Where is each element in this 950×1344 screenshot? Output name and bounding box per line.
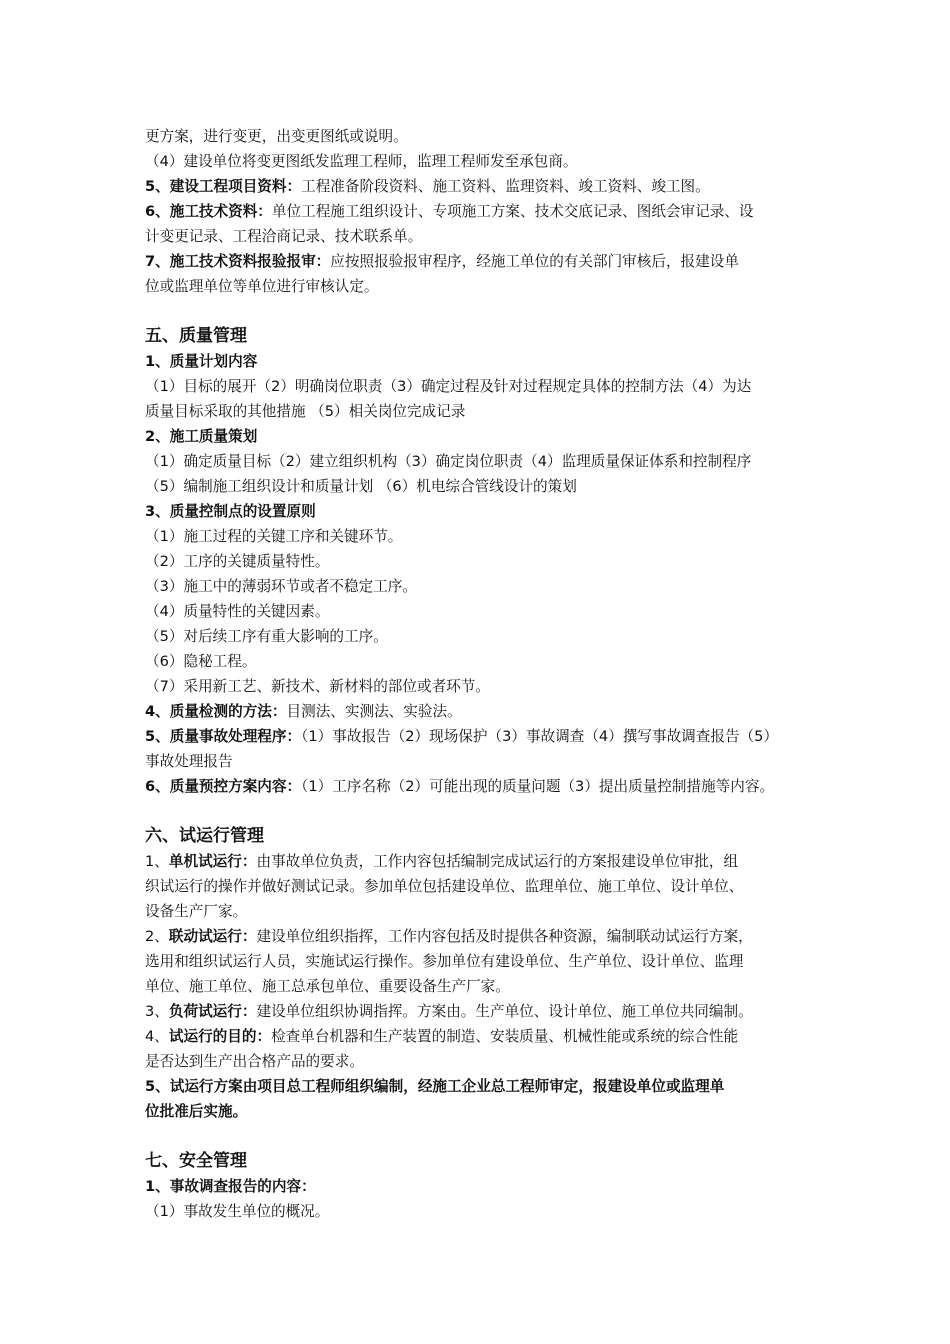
item-text: 由事故单位负责，工作内容包括编制完成试运行的方案报建设单位审批，组 <box>256 853 739 870</box>
item-text: 目测法、实测法、实验法。 <box>286 703 462 720</box>
item-label: 试运行的目的： <box>168 1028 272 1045</box>
item-text: 应按照报验报审程序，经施工单位的有关部门审核后，报建设单 <box>330 253 739 270</box>
document-body <box>145 124 825 1224</box>
item-number: 3、 <box>145 1003 169 1020</box>
item-number: 2、 <box>145 928 169 945</box>
list-item <box>145 849 825 874</box>
list-item <box>145 724 825 749</box>
paragraph-line: 更方案，进行变更，出变更图纸或说明。 <box>145 128 408 145</box>
paragraph-line: 位或监理单位等单位进行审核认定。 <box>145 278 379 295</box>
list-item <box>145 999 825 1024</box>
paragraph-line: （1）确定质量目标（2）建立组织机构（3）确定岗位职责（4）监理质量保证体系和控制程序 <box>145 453 752 470</box>
spacer <box>145 299 825 324</box>
list-item <box>145 774 825 799</box>
paragraph-line: 位批准后实施。 <box>145 1103 248 1120</box>
item-label: 6、质量预控方案内容： <box>145 778 302 795</box>
item-label: 7、施工技术资料报验报审： <box>145 253 331 270</box>
item-text: 检查单台机器和生产装置的制造、安装质量、机械性能或系统的综合性能 <box>271 1028 739 1045</box>
item-label: 4、质量检测的方法： <box>145 703 287 720</box>
subsection-heading: 3、质量控制点的设置原则 <box>145 503 316 520</box>
list-item: （5）对后续工序有重大影响的工序。 <box>145 628 388 645</box>
item-label: 负荷试运行： <box>168 1003 257 1020</box>
list-item <box>145 1024 825 1049</box>
section-heading: 五、质量管理 <box>145 326 247 346</box>
list-item <box>145 699 825 724</box>
item-text: 工程准备阶段资料、施工资料、监理资料、竣工资料、竣工图。 <box>301 178 710 195</box>
item-number: 1、 <box>145 853 169 870</box>
paragraph-line: 单位、施工单位、施工总承包单位、重要设备生产厂家。 <box>145 978 510 995</box>
list-item <box>145 924 825 949</box>
item-text: （1）事故报告（2）现场保护（3）事故调查（4）撰写事故调查报告（5） <box>301 728 779 745</box>
paragraph-line: 5、试运行方案由项目总工程师组织编制，经施工企业总工程师审定，报建设单位或监理单 <box>145 1078 725 1095</box>
list-item: （3）施工中的薄弱环节或者不稳定工序。 <box>145 578 417 595</box>
paragraph-line: 事故处理报告 <box>145 753 233 770</box>
item-label: 6、施工技术资料： <box>145 203 272 220</box>
list-item <box>145 174 825 199</box>
paragraph-line: （1）事故发生单位的概况。 <box>145 1203 330 1220</box>
paragraph-line: 织试运行的操作并做好测试记录。参加单位包括建设单位、监理单位、施工单位、设计单位、 <box>145 878 744 895</box>
item-label: 单机试运行： <box>168 853 257 870</box>
subsection-heading: 2、施工质量策划 <box>145 428 258 445</box>
list-item: （6）隐秘工程。 <box>145 653 257 670</box>
section-heading: 六、试运行管理 <box>145 826 264 846</box>
spacer <box>145 1124 825 1149</box>
spacer <box>145 799 825 824</box>
item-number: 4、 <box>145 1028 169 1045</box>
list-item: （1）施工过程的关键工序和关键环节。 <box>145 528 403 545</box>
item-label: 联动试运行： <box>168 928 257 945</box>
list-item: （7）采用新工艺、新技术、新材料的部位或者环节。 <box>145 678 490 695</box>
list-item: （2）工序的关键质量特性。 <box>145 553 330 570</box>
item-label: 5、建设工程项目资料： <box>145 178 302 195</box>
list-item: （4）质量特性的关键因素。 <box>145 603 330 620</box>
paragraph-line: 选用和组织试运行人员，实施试运行操作。参加单位有建设单位、生产单位、设计单位、监理 <box>145 953 744 970</box>
paragraph-line: （5）编制施工组织设计和质量计划 （6）机电综合管线设计的策划 <box>145 478 577 495</box>
section-heading: 七、安全管理 <box>145 1151 247 1171</box>
paragraph-line: （1）目标的展开（2）明确岗位职责（3）确定过程及针对过程规定具体的控制方法（4）为达 <box>145 378 752 395</box>
paragraph-line: 是否达到生产出合格产品的要求。 <box>145 1053 364 1070</box>
list-item <box>145 199 825 224</box>
subsection-heading: 1、质量计划内容 <box>145 353 258 370</box>
item-text: 建设单位组织协调指挥。方案由。生产单位、设计单位、施工单位共同编制。 <box>256 1003 753 1020</box>
paragraph-line: 设备生产厂家。 <box>145 903 248 920</box>
item-text: 单位工程施工组织设计、专项施工方案、技术交底记录、图纸会审记录、设 <box>271 203 754 220</box>
item-text: （1）工序名称（2）可能出现的质量问题（3）提出质量控制措施等内容。 <box>301 778 775 795</box>
paragraph-line: （4）建设单位将变更图纸发监理工程师，监理工程师发至承包商。 <box>145 153 578 170</box>
list-item <box>145 249 825 274</box>
paragraph-line: 质量目标采取的其他措施 （5）相关岗位完成记录 <box>145 403 466 420</box>
item-label: 5、质量事故处理程序： <box>145 728 302 745</box>
paragraph-line: 计变更记录、工程洽商记录、技术联系单。 <box>145 228 423 245</box>
subsection-heading: 1、事故调查报告的内容： <box>145 1178 316 1195</box>
item-text: 建设单位组织指挥，工作内容包括及时提供各种资源，编制联动试运行方案， <box>256 928 753 945</box>
